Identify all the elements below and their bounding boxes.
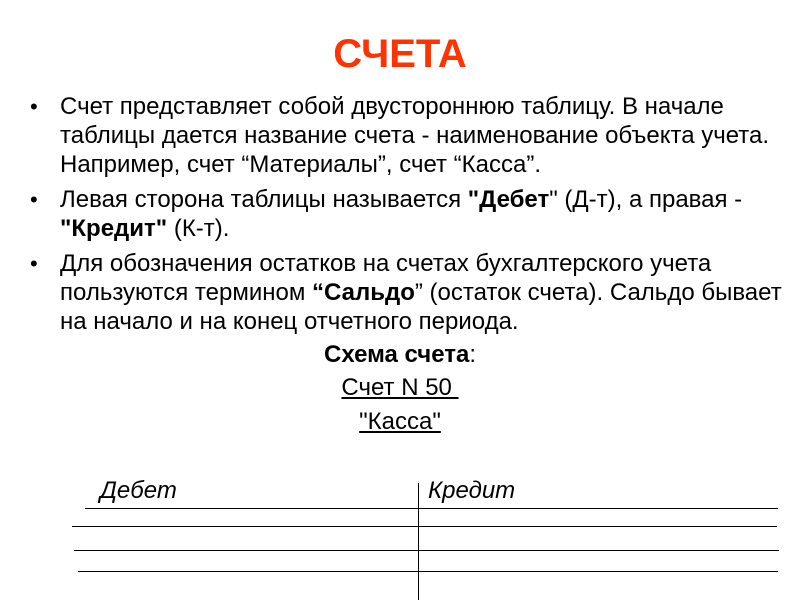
t-account-rule [85,508,778,509]
account-number: Счет N 50 [341,374,459,401]
bullet-icon: • [30,251,38,276]
bullet-text-part: (К-т). [167,215,230,242]
t-account-rule [74,550,779,551]
slide-title: СЧЕТА [333,32,467,76]
list-item [30,249,790,336]
bullet-text [60,186,742,242]
list-item [30,92,790,179]
schema-heading [0,340,800,370]
bullet-icon: • [30,187,38,212]
account-number-line [0,373,800,403]
bullet-text-part: Для обозначения остатков на счетах бухгалтерского учета пользуются термином [60,250,712,306]
t-account-credit-label: Кредит [428,477,516,504]
account-name: "Касса" [359,408,441,435]
bullet-text-part: " (Д-т), а правая - [549,186,743,213]
t-account-debit-label: Дебет [100,477,177,504]
term-credit: "Кредит" [60,215,168,242]
term-debit: "Дебет [467,186,550,213]
bullet-text [60,250,782,335]
account-name-line [0,407,800,437]
term-saldo: “Сальдо [312,279,415,306]
t-account-divider [418,483,419,600]
t-account-rule [72,526,777,527]
bullet-list [30,92,790,342]
bullet-text-part: ” (остаток счета). Сальдо бывает на начало и на конец отчетного периода. [60,279,782,335]
bullet-text-part: Левая сторона таблицы называется [60,186,468,213]
list-item [30,185,790,243]
schema-colon: : [469,341,477,368]
t-account-rule [78,571,778,572]
bullet-text: Счет представляет собой двустороннюю таблицу. В начале таблицы дается название счета - наименование объекта учета. Например, счет “Материалы”, счет “Касса”. [60,93,770,178]
bullet-icon: • [30,94,38,119]
schema-label: Схема счета [323,341,470,368]
